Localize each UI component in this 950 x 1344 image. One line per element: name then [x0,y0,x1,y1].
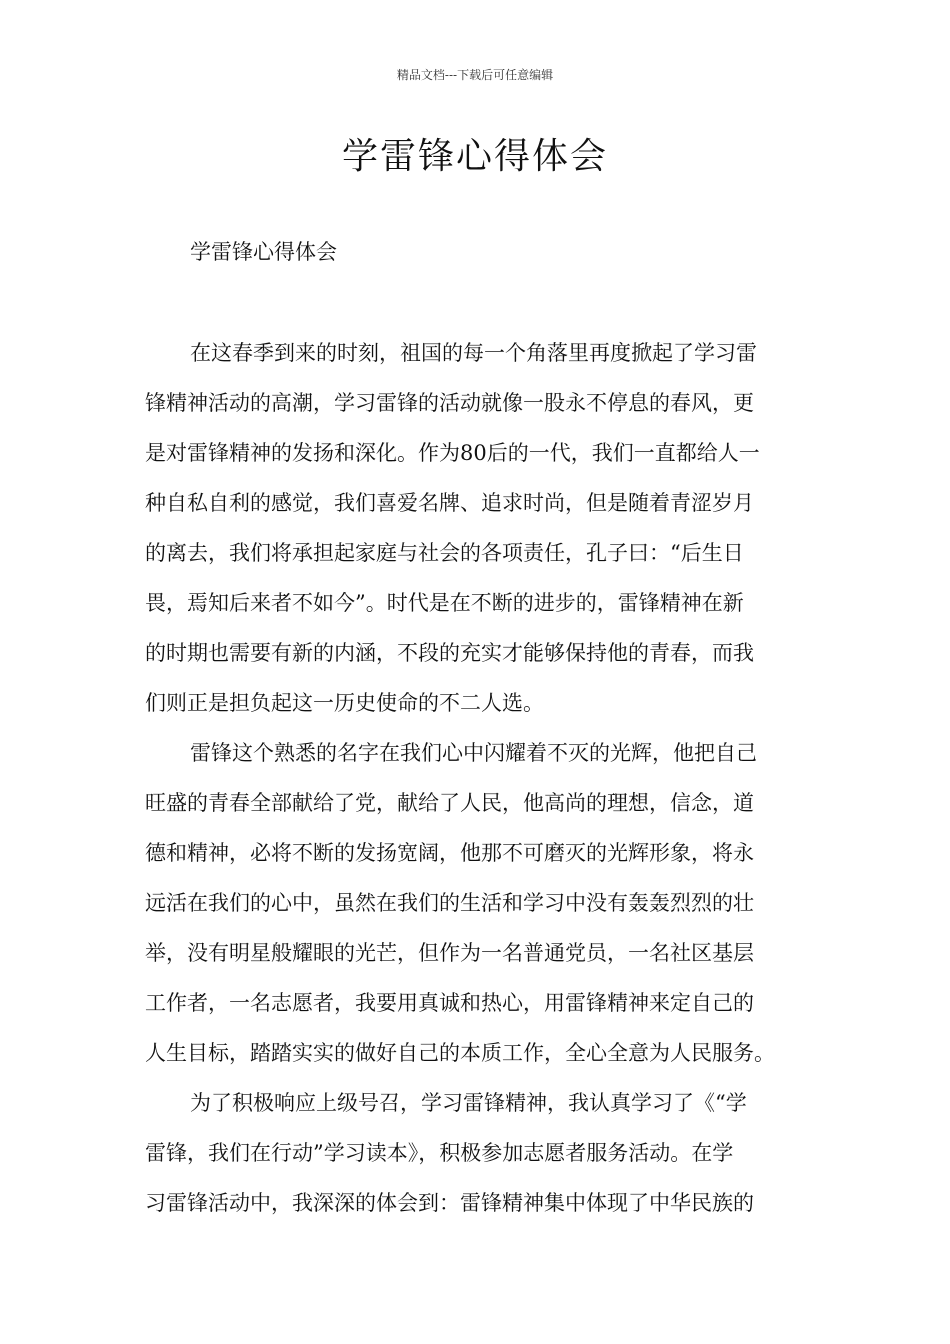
document-title: 学雷锋心得体会 [341,136,608,177]
page-header-note: 精品文档---下载后可任意编辑 [396,68,554,82]
paragraph-2-line-4: 远活在我们的心中，虽然在我们的生活和学习中没有轰轰烈烈的壮 [145,891,754,915]
paragraph-1-line-5: 的离去，我们将承担起家庭与社会的各项责任，孔子曰：“后生日 [145,541,744,565]
paragraph-2-line-5: 举，没有明星般耀眼的光芒，但作为一名普通党员，一名社区基层 [145,941,754,965]
document-body [145,328,810,1228]
paragraph-1-line-4: 种自私自利的感觉，我们喜爱名牌、追求时尚，但是随着青涩岁月 [145,491,754,515]
paragraph-2-line-1: 雷锋这个熟悉的名字在我们心中闪耀着不灭的光辉，他把自己 [190,741,757,765]
paragraph-1-line-1: 在这春季到来的时刻，祖国的每一个角落里再度掀起了学习雷 [190,341,757,365]
document-subtitle: 学雷锋心得体会 [190,240,337,264]
paragraph-1-line-8: 们则正是担负起这一历史使命的不二人选。 [145,691,544,715]
paragraph-2-line-7: 人生目标，踏踏实实的做好自己的本质工作，全心全意为人民服务。 [145,1041,775,1065]
paragraph-1-line-2: 锋精神活动的高潮，学习雷锋的活动就像一股永不停息的春风，更 [145,391,754,415]
paragraph-3-line-3: 习雷锋活动中，我深深的体会到：雷锋精神集中体现了中华民族的 [145,1191,754,1215]
paragraph-3-line-1: 为了积极响应上级号召，学习雷锋精神，我认真学习了《“学 [190,1091,747,1115]
paragraph-1-line-3: 是对雷锋精神的发扬和深化。作为80后的一代，我们一直都给人一 [145,441,760,465]
paragraph-1-line-6: 畏，焉知后来者不如今”。时代是在不断的进步的，雷锋精神在新 [145,591,744,615]
paragraph-1-line-7: 的时期也需要有新的内涵，不段的充实才能够保持他的青春，而我 [145,641,754,665]
paragraph-2-line-6: 工作者，一名志愿者，我要用真诚和热心，用雷锋精神来定自己的 [145,991,754,1015]
paragraph-2-line-2: 旺盛的青春全部献给了党，献给了人民，他高尚的理想，信念，道 [145,791,754,815]
paragraph-3-line-2: 雷锋，我们在行动”学习读本》，积极参加志愿者服务活动。在学 [145,1141,734,1165]
paragraph-2-line-3: 德和精神，必将不断的发扬宽阔，他那不可磨灭的光辉形象，将永 [145,841,754,865]
